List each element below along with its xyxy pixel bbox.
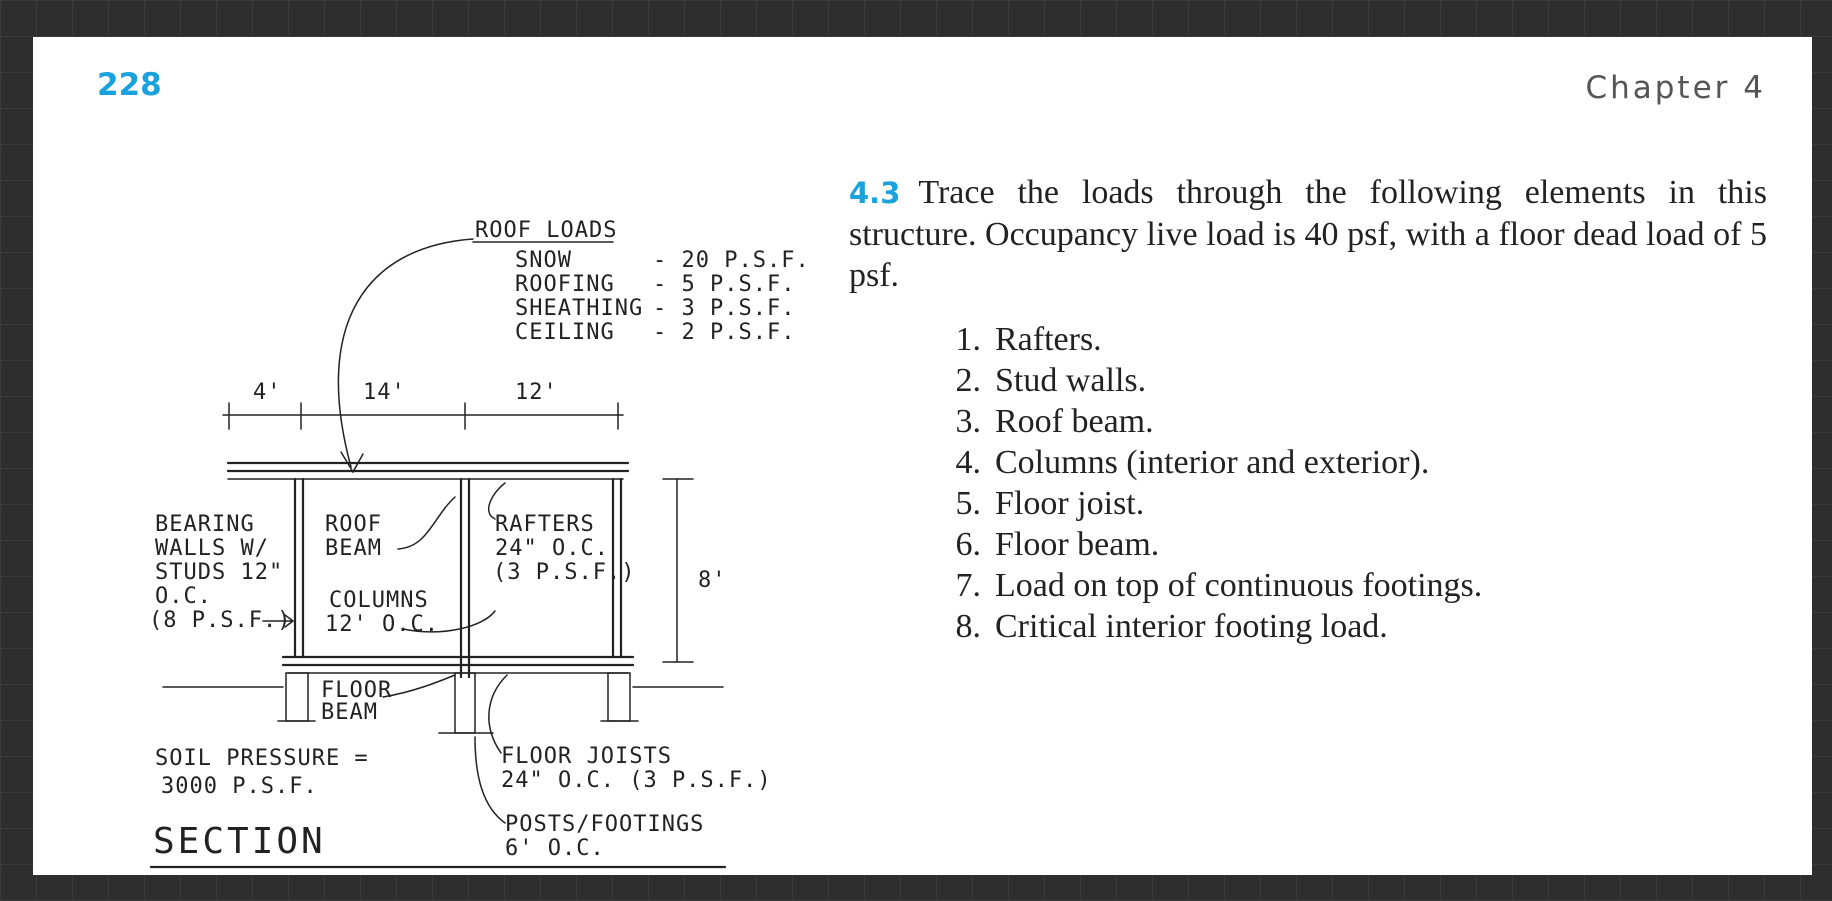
- problem-number: 4.3: [849, 176, 901, 210]
- label-bearing-2: WALLS W/: [155, 536, 269, 561]
- page-number: 228: [97, 67, 162, 103]
- label-rafters-1: RAFTERS: [495, 512, 595, 537]
- roof-load-snow-name: SNOW: [515, 248, 572, 273]
- dim-4ft: 4': [253, 380, 282, 405]
- label-columns-1: COLUMNS: [329, 588, 429, 613]
- label-section: SECTION: [153, 821, 326, 862]
- roof-load-sheathing-name: SHEATHING: [515, 296, 644, 321]
- list-item: 8. Critical interior footing load.: [955, 608, 1388, 645]
- label-columns-2: 12' O.C.: [325, 612, 439, 637]
- problem-items: [933, 319, 1482, 647]
- label-floor-joists-1: FLOOR JOISTS: [501, 744, 672, 769]
- label-floor-joists-2: 24" O.C. (3 P.S.F.): [501, 768, 772, 793]
- label-posts-footings-2: 6' O.C.: [505, 836, 605, 861]
- label-roof-beam-1: ROOF: [325, 512, 382, 537]
- chapter-title: Chapter 4: [1585, 70, 1766, 106]
- problem-statement: [849, 172, 1767, 296]
- label-bearing-4: O.C.: [155, 584, 212, 609]
- roof-load-snow-value: - 20 P.S.F.: [653, 248, 810, 273]
- list-item: 6. Floor beam.: [955, 526, 1160, 563]
- roof-load-ceiling-value: - 2 P.S.F.: [653, 320, 796, 345]
- label-bearing-5: (8 P.S.F.): [149, 608, 292, 633]
- dim-12ft: 12': [515, 380, 558, 405]
- roof-load-ceiling-name: CEILING: [515, 320, 615, 345]
- label-posts-footings-1: POSTS/FOOTINGS: [505, 812, 705, 837]
- label-soil-pressure-2: 3000 P.S.F.: [161, 774, 318, 799]
- label-floor-beam-2: BEAM: [321, 700, 378, 725]
- list-item: 5. Floor joist.: [955, 485, 1145, 522]
- label-floor-beam-1: FLOOR: [321, 678, 393, 703]
- label-bearing-1: BEARING: [155, 512, 255, 537]
- label-rafters-2: 24" O.C.: [495, 536, 609, 561]
- list-item: 7. Load on top of continuous footings.: [955, 567, 1483, 604]
- label-soil-pressure-1: SOIL PRESSURE =: [155, 746, 369, 771]
- list-item: 3. Roof beam.: [955, 403, 1154, 440]
- dim-14ft: 14': [363, 380, 406, 405]
- problem-text: Trace the loads through the following elements in this structure. Occupancy live load is 40 psf, with a floor dead load of 5 psf.: [849, 174, 1767, 294]
- list-item: 1. Rafters.: [955, 321, 1102, 358]
- dim-height: 8': [698, 568, 727, 593]
- roof-load-roofing-name: ROOFING: [515, 272, 615, 297]
- list-item: 2. Stud walls.: [955, 362, 1147, 399]
- section-sketch: [103, 167, 823, 877]
- label-bearing-3: STUDS 12": [155, 560, 284, 585]
- book-page: [33, 37, 1812, 875]
- label-roof-beam-2: BEAM: [325, 536, 382, 561]
- list-item: 4. Columns (interior and exterior).: [955, 444, 1430, 481]
- roof-load-sheathing-value: - 3 P.S.F.: [653, 296, 796, 321]
- roof-loads-title: ROOF LOADS: [475, 218, 618, 243]
- label-rafters-3: (3 P.S.F.): [493, 560, 636, 585]
- roof-load-roofing-value: - 5 P.S.F.: [653, 272, 796, 297]
